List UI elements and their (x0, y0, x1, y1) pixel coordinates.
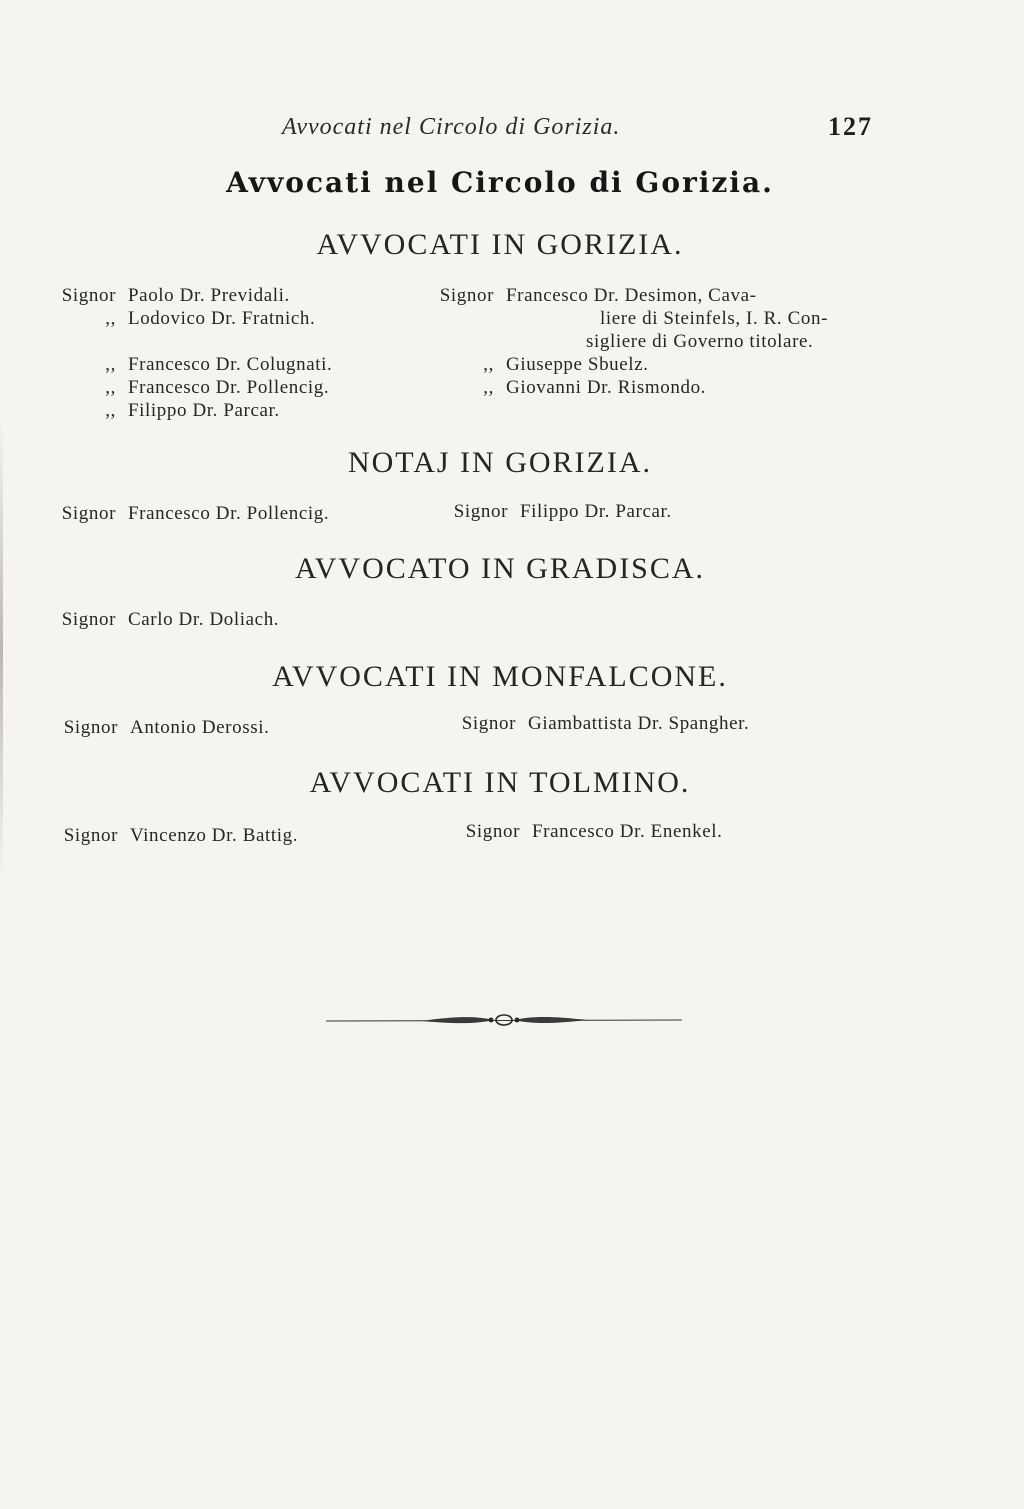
entry-name: Francesco Dr. Enenkel. (532, 821, 723, 842)
list-item (432, 500, 672, 523)
entry-prefix: Signor (461, 713, 516, 734)
page-number: 127 (828, 112, 873, 141)
entry-prefix: ,, (105, 354, 116, 375)
list-item (444, 820, 722, 843)
entry-continuation: sigliere di Governo titolare. (586, 331, 814, 352)
list-item (440, 712, 749, 735)
gorizia-avvocati-left-column (40, 284, 332, 422)
entry-name: Filippo Dr. Parcar. (520, 501, 672, 522)
gorizia-notaj-right-column (432, 500, 672, 523)
entry-prefix: Signor (63, 717, 118, 738)
gorizia-avvocati-right-column (418, 284, 828, 399)
list-item (418, 284, 828, 307)
gradisca-left-column (40, 608, 279, 631)
entry-prefix: ,, (483, 354, 494, 375)
list-item (40, 502, 329, 525)
entry-name: Carlo Dr. Doliach. (128, 609, 280, 630)
list-item (40, 353, 332, 376)
section-heading-gorizia-notaj: NOTAJ IN GORIZIA. (347, 446, 653, 479)
entry-prefix: ,, (105, 308, 116, 329)
entry-prefix: Signor (61, 609, 116, 630)
list-item (418, 376, 828, 399)
list-item (42, 716, 269, 739)
section-heading-tolmino: AVVOCATI IN TOLMINO. (309, 766, 691, 799)
entry-name: Giambattista Dr. Spangher. (528, 713, 750, 734)
entry-prefix: Signor (439, 285, 494, 306)
entry-prefix: Signor (63, 825, 118, 846)
entry-name: Francesco Dr. Pollencig. (128, 503, 330, 524)
entry-prefix: ,, (483, 377, 494, 398)
list-item (40, 284, 332, 307)
list-item (40, 399, 332, 422)
ornament-rule-icon (326, 1010, 682, 1030)
gorizia-notaj-left-column (40, 502, 329, 525)
entry-continuation: liere di Steinfels, I. R. Con- (600, 308, 829, 329)
section-heading-monfalcone: AVVOCATI IN MONFALCONE. (272, 660, 728, 693)
tolmino-right-column (444, 820, 722, 843)
entry-prefix: Signor (465, 821, 520, 842)
section-heading-gradisca: AVVOCATO IN GRADISCA. (294, 552, 706, 585)
entry-name: Giovanni Dr. Rismondo. (506, 377, 707, 398)
entry-prefix: ,, (105, 400, 116, 421)
entry-name: Paolo Dr. Previdali. (128, 285, 290, 306)
entry-name: Giuseppe Sbuelz. (506, 354, 649, 375)
entry-prefix: Signor (61, 503, 116, 524)
entry-name: Vincenzo Dr. Battig. (130, 825, 299, 846)
list-item (40, 376, 332, 399)
list-item (418, 353, 828, 376)
list-item (40, 608, 279, 631)
entry-prefix: Signor (61, 285, 116, 306)
entry-name: Francesco Dr. Desimon, Cava- (506, 285, 757, 306)
monfalcone-right-column (440, 712, 749, 735)
section-heading-gorizia-avvocati: AVVOCATI IN GORIZIA. (316, 228, 684, 261)
tolmino-left-column (42, 824, 298, 847)
entry-name: Antonio Derossi. (130, 717, 270, 738)
list-item (42, 824, 298, 847)
entry-name: Lodovico Dr. Fratnich. (128, 308, 316, 329)
entry-prefix: Signor (453, 501, 508, 522)
page-edge-shadow (0, 420, 3, 880)
entry-name: Francesco Dr. Colugnati. (128, 354, 333, 375)
monfalcone-left-column (42, 716, 269, 739)
entry-name: Francesco Dr. Pollencig. (128, 377, 330, 398)
entry-name: Filippo Dr. Parcar. (128, 400, 280, 421)
entry-prefix: ,, (105, 377, 116, 398)
list-item (40, 307, 332, 330)
main-title: Avvocati nel Circolo di Gorizia. (226, 166, 774, 199)
running-title: Avvocati nel Circolo di Gorizia. (282, 114, 621, 140)
